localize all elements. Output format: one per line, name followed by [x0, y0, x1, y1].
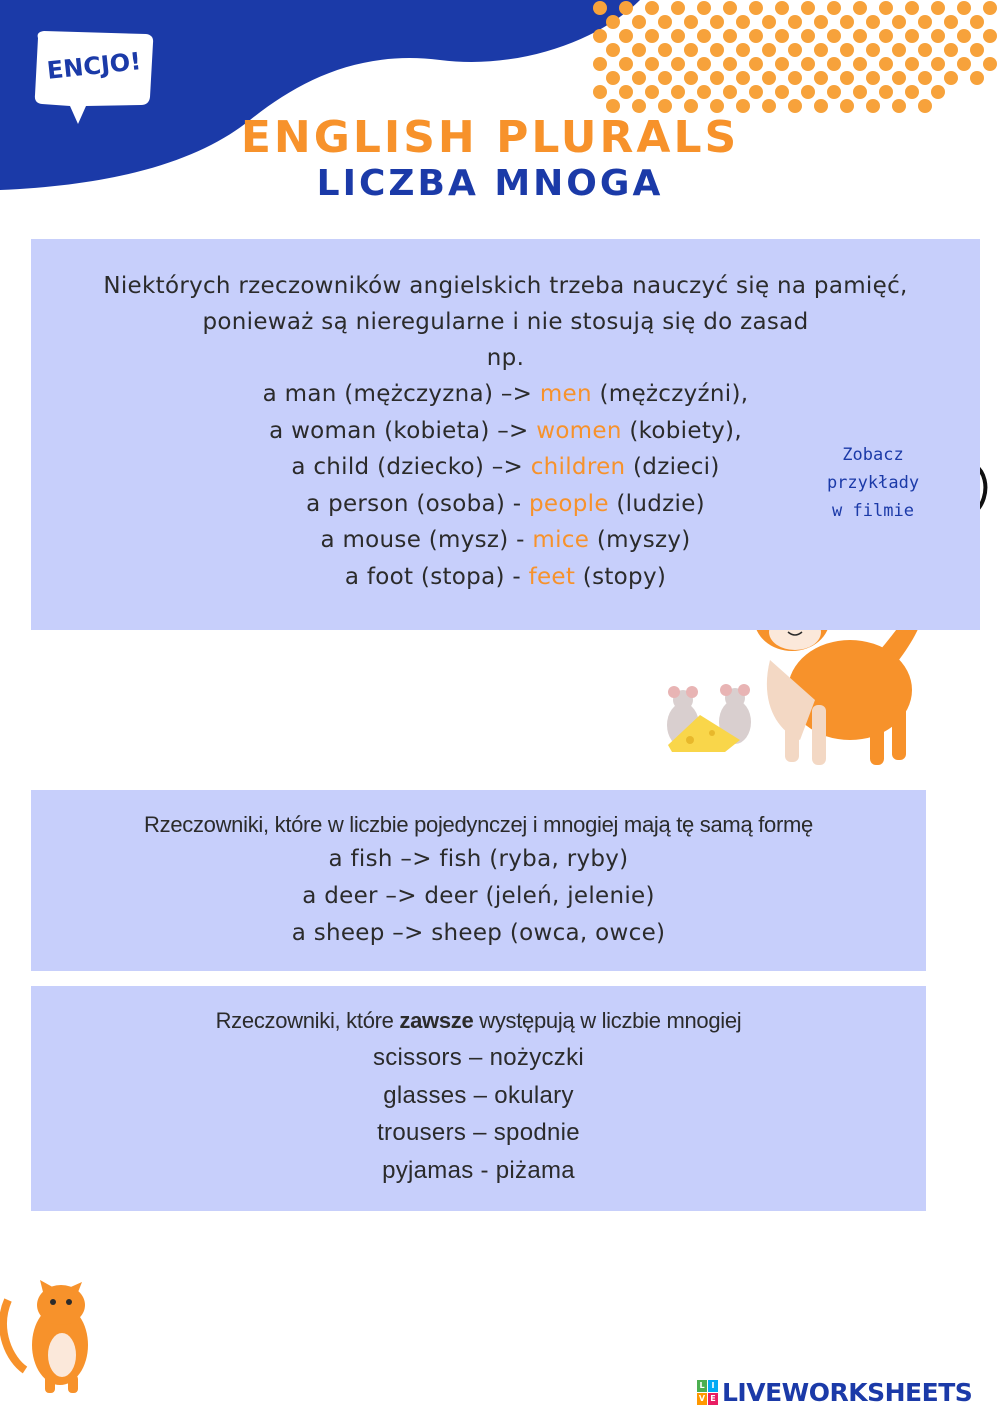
orange-dot: [918, 43, 932, 57]
orange-dot: [684, 15, 698, 29]
always-plural-box: [31, 986, 926, 1211]
small-cat-illustration: [3, 1280, 88, 1393]
orange-dot: [723, 1, 737, 15]
orange-dot: [879, 1, 893, 15]
orange-dot: [801, 29, 815, 43]
icon-letter: I: [708, 1380, 718, 1392]
orange-dot: [879, 57, 893, 71]
orange-dot: [658, 15, 672, 29]
orange-dot: [710, 71, 724, 85]
example-singular: a child (dziecko) –>: [291, 454, 531, 480]
orange-dot: [866, 15, 880, 29]
orange-dot: [801, 85, 815, 99]
orange-dot: [606, 99, 620, 113]
orange-dot: [788, 15, 802, 29]
orange-dot: [606, 71, 620, 85]
irregular-plurals-box: [31, 239, 980, 630]
orange-dot: [762, 71, 776, 85]
orange-dot: [957, 29, 971, 43]
orange-dot: [671, 29, 685, 43]
orange-dot: [879, 29, 893, 43]
icon-letter: V: [698, 1394, 706, 1403]
orange-dot: [983, 29, 997, 43]
orange-dot: [736, 99, 750, 113]
irregular-np: np.: [486, 345, 525, 371]
orange-dot: [632, 99, 646, 113]
example-plural: children: [530, 454, 626, 480]
orange-dot: [827, 85, 841, 99]
orange-dot: [749, 57, 763, 71]
orange-dot: [684, 99, 698, 113]
video-bubble-text: [808, 441, 938, 525]
orange-dot: [619, 57, 633, 71]
orange-dot: [723, 85, 737, 99]
orange-dot: [853, 29, 867, 43]
orange-dot: [749, 85, 763, 99]
orange-dot: [892, 99, 906, 113]
orange-dot: [853, 85, 867, 99]
orange-dot: [931, 1, 945, 15]
orange-dot: [892, 71, 906, 85]
orange-dot: [736, 71, 750, 85]
orange-dot: [593, 85, 607, 99]
intro-text: Rzeczowniki, które: [215, 1008, 400, 1033]
page-subtitle: LICZBA MNOGA: [316, 163, 664, 204]
orange-dot: [749, 1, 763, 15]
orange-dot: [814, 99, 828, 113]
orange-dot: [983, 1, 997, 15]
orange-dot: [879, 85, 893, 99]
orange-dot: [710, 15, 724, 29]
orange-dot: [827, 29, 841, 43]
irregular-intro-line1: Niektórych rzeczowników angielskich trzeba nauczyć się na pamięć,: [103, 273, 908, 299]
orange-dot: [905, 85, 919, 99]
icon-letter: E: [708, 1393, 718, 1405]
orange-dot: [671, 1, 685, 15]
example-translation: (stopy): [575, 564, 667, 590]
orange-dot: [645, 85, 659, 99]
orange-dot: [957, 1, 971, 15]
orange-dot: [593, 29, 607, 43]
orange-dot: [632, 43, 646, 57]
orange-dot: [801, 57, 815, 71]
example-translation: (kobiety),: [621, 418, 742, 444]
orange-dot: [619, 85, 633, 99]
bubble-line: Zobacz: [842, 445, 904, 465]
orange-dot: [658, 43, 672, 57]
orange-dot: [918, 15, 932, 29]
orange-dot: [736, 43, 750, 57]
orange-dot: [593, 1, 607, 15]
orange-dot: [619, 29, 633, 43]
orange-dot: [866, 43, 880, 57]
orange-dot: [801, 1, 815, 15]
orange-dot: [645, 1, 659, 15]
orange-dots-pattern: [593, 1, 997, 113]
orange-dot: [658, 71, 672, 85]
orange-dot: [788, 99, 802, 113]
orange-dot: [749, 29, 763, 43]
mice-illustration: [667, 684, 751, 752]
orange-dot: [645, 57, 659, 71]
orange-dot: [866, 99, 880, 113]
orange-dot: [840, 15, 854, 29]
page-title: ENGLISH PLURALS: [240, 112, 740, 163]
liveworksheets-icon: [697, 1380, 719, 1406]
always-plural-example: glasses – okulary: [383, 1082, 574, 1109]
always-plural-intro: [31, 1008, 926, 1034]
orange-dot: [697, 29, 711, 43]
orange-dot: [814, 71, 828, 85]
example-translation: (ludzie): [608, 491, 705, 517]
orange-dot: [788, 71, 802, 85]
orange-dot: [762, 99, 776, 113]
orange-dot: [918, 71, 932, 85]
orange-dot: [931, 57, 945, 71]
orange-dot: [606, 15, 620, 29]
orange-dot: [905, 29, 919, 43]
orange-dot: [970, 15, 984, 29]
liveworksheets-brand[interactable]: LIVEWORKSHEETS: [722, 1378, 973, 1407]
icon-letter: L: [697, 1380, 707, 1392]
orange-dot: [632, 15, 646, 29]
same-form-box: [31, 790, 926, 971]
intro-emphasis: zawsze: [399, 1008, 474, 1033]
orange-dot: [710, 43, 724, 57]
orange-dot: [775, 85, 789, 99]
orange-dot: [697, 85, 711, 99]
always-plural-example: trousers – spodnie: [377, 1119, 580, 1146]
orange-dot: [632, 71, 646, 85]
irregular-example: [31, 527, 980, 553]
orange-dot: [658, 99, 672, 113]
orange-dot: [710, 99, 724, 113]
intro-text: występują w liczbie mnogiej: [473, 1008, 742, 1033]
orange-dot: [944, 71, 958, 85]
example-singular: a person (osoba) -: [306, 491, 530, 517]
always-plural-example: scissors – nożyczki: [372, 1044, 585, 1071]
same-form-example: a fish –> fish (ryba, ryby): [328, 846, 629, 872]
bubble-line: w filmie: [832, 501, 914, 521]
orange-dot: [775, 29, 789, 43]
orange-dot: [892, 43, 906, 57]
orange-dot: [606, 43, 620, 57]
example-plural: women: [536, 418, 622, 444]
always-plural-example: pyjamas - piżama: [382, 1157, 575, 1184]
orange-dot: [762, 15, 776, 29]
orange-dot: [892, 15, 906, 29]
example-plural: feet: [528, 564, 576, 590]
example-singular: a foot (stopa) -: [344, 564, 529, 590]
orange-dot: [931, 85, 945, 99]
orange-dot: [814, 43, 828, 57]
orange-dot: [970, 71, 984, 85]
orange-dot: [983, 57, 997, 71]
orange-dot: [840, 43, 854, 57]
orange-dot: [918, 99, 932, 113]
example-translation: (mężczyźni),: [591, 381, 749, 407]
orange-dot: [645, 29, 659, 43]
orange-dot: [788, 43, 802, 57]
orange-dot: [723, 57, 737, 71]
orange-dot: [944, 43, 958, 57]
orange-dot: [736, 15, 750, 29]
example-singular: a man (mężczyzna) –>: [262, 381, 540, 407]
same-form-example: a sheep –> sheep (owca, owce): [291, 920, 666, 946]
irregular-example: [31, 564, 980, 590]
example-plural: people: [529, 491, 609, 517]
example-plural: mice: [532, 527, 590, 553]
orange-dot: [905, 57, 919, 71]
irregular-example: [31, 381, 980, 407]
orange-dot: [697, 1, 711, 15]
orange-dot: [684, 71, 698, 85]
orange-dot: [775, 57, 789, 71]
orange-dot: [684, 43, 698, 57]
orange-dot: [853, 1, 867, 15]
orange-dot: [697, 57, 711, 71]
orange-dot: [671, 57, 685, 71]
orange-dot: [814, 15, 828, 29]
example-translation: (dzieci): [625, 454, 720, 480]
example-translation: (myszy): [589, 527, 691, 553]
orange-dot: [827, 57, 841, 71]
example-singular: a woman (kobieta) –>: [269, 418, 537, 444]
example-singular: a mouse (mysz) -: [320, 527, 533, 553]
logo-text: ENCJO!: [45, 47, 143, 85]
orange-dot: [905, 1, 919, 15]
orange-dot: [827, 1, 841, 15]
orange-dot: [762, 43, 776, 57]
orange-dot: [775, 1, 789, 15]
orange-dot: [931, 29, 945, 43]
example-plural: men: [539, 381, 592, 407]
orange-dot: [840, 99, 854, 113]
orange-dot: [840, 71, 854, 85]
same-form-example: a deer –> deer (jeleń, jelenie): [302, 883, 655, 909]
orange-dot: [866, 71, 880, 85]
orange-dot: [853, 57, 867, 71]
bubble-line: przykłady: [826, 473, 920, 493]
orange-dot: [957, 57, 971, 71]
orange-dot: [944, 15, 958, 29]
orange-dot: [723, 29, 737, 43]
irregular-intro-line2: ponieważ są nieregularne i nie stosują się do zasad: [202, 309, 809, 335]
orange-dot: [619, 1, 633, 15]
orange-dot: [593, 57, 607, 71]
orange-dot: [970, 43, 984, 57]
orange-dot: [671, 85, 685, 99]
same-form-intro: Rzeczowniki, które w liczbie pojedynczej i mnogiej mają tę samą formę: [144, 812, 813, 837]
